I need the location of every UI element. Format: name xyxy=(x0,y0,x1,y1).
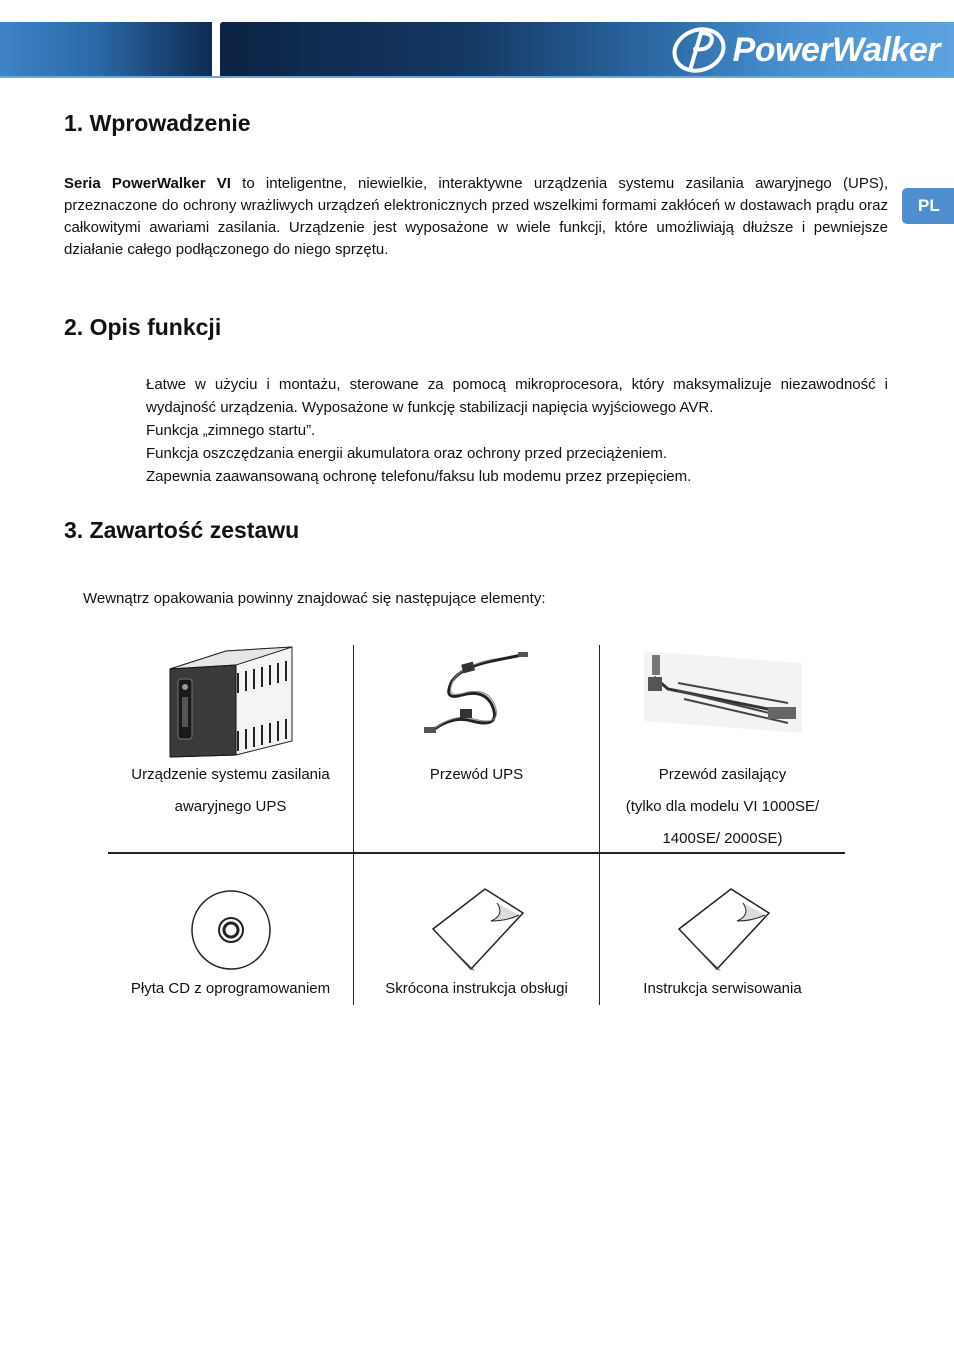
ups-cable-icon xyxy=(422,645,532,759)
item-label: Przewód zasilający xyxy=(658,766,787,783)
content-item-ups xyxy=(108,645,353,823)
item-label: Instrukcja serwisowania xyxy=(643,980,802,997)
item-label: Urządzenie systemu zasilania xyxy=(131,766,330,783)
feature-item: Funkcja „zimnego startu”. xyxy=(146,422,316,439)
header-banner xyxy=(0,22,954,78)
feature-item: Funkcja oszczędzania energii akumulatora oraz ochrony przed przeciążeniem. xyxy=(146,445,668,462)
item-label: (tylko dla modelu VI 1000SE/ xyxy=(625,798,820,815)
feature-item: Zapewnia zaawansowaną ochronę telefonu/faksu lub modemu przez przepięciem. xyxy=(146,468,692,485)
manual-icon xyxy=(673,885,773,973)
feature-list xyxy=(146,373,888,488)
banner-left-segment xyxy=(0,22,212,78)
content-item-cd xyxy=(108,885,353,1005)
powerwalker-logo xyxy=(671,24,940,76)
cd-icon xyxy=(186,885,276,973)
logo-text: PowerWalker xyxy=(732,30,940,69)
banner-baseline xyxy=(0,76,954,78)
section-1-paragraph xyxy=(64,173,888,261)
item-label: Przewód UPS xyxy=(429,766,524,783)
content-item-ups-cable xyxy=(354,645,599,791)
manual-icon xyxy=(427,885,527,973)
section-1-bold-lead: Seria PowerWalker VI xyxy=(64,175,231,192)
section-1-body: to inteligentne, niewielkie, interaktywne urządzenia systemu zasilania awaryjnego (UPS), przeznaczone do ochrony wrażliwych urządzeń elektronicznych przed wszelkimi formami zakłóceń w dostawach prądu oraz całkowitymi awariami zasilania. Urządzenie jest wyposażone w wiele funkcji, które umożliwiają dłuższe i pewniejsze działanie całego podłączonego do niego sprzętu. xyxy=(64,175,888,258)
package-contents-table xyxy=(108,645,845,1005)
power-cord-icon xyxy=(638,645,808,759)
ups-device-icon xyxy=(166,645,296,759)
item-label: awaryjnego UPS xyxy=(174,798,287,815)
item-label: 1400SE/ 2000SE) xyxy=(662,830,783,847)
feature-item: Łatwe w użyciu i montażu, sterowane za pomocą mikroprocesora, który maksymalizuje niezawodność i wydajność urządzenia. Wyposażone w funkcję stabilizacji napięcia wyjściowego AVR. xyxy=(146,376,888,416)
logo-mark-icon xyxy=(671,27,727,73)
item-label: Skrócona instrukcja obsługi xyxy=(385,980,568,997)
section-3-title: 3. Zawartość zestawu xyxy=(64,517,300,543)
item-label: Płyta CD z oprogramowaniem xyxy=(130,980,331,997)
content-item-service-manual xyxy=(600,885,845,1005)
content-item-power-cord xyxy=(600,645,845,855)
section-1-title: 1. Wprowadzenie xyxy=(64,110,251,136)
language-tab[interactable]: PL xyxy=(902,188,954,224)
section-2-title: 2. Opis funkcji xyxy=(64,314,222,340)
content-item-quick-guide xyxy=(354,885,599,1005)
package-contents-intro: Wewnątrz opakowania powinny znajdować się następujące elementy: xyxy=(83,590,546,607)
